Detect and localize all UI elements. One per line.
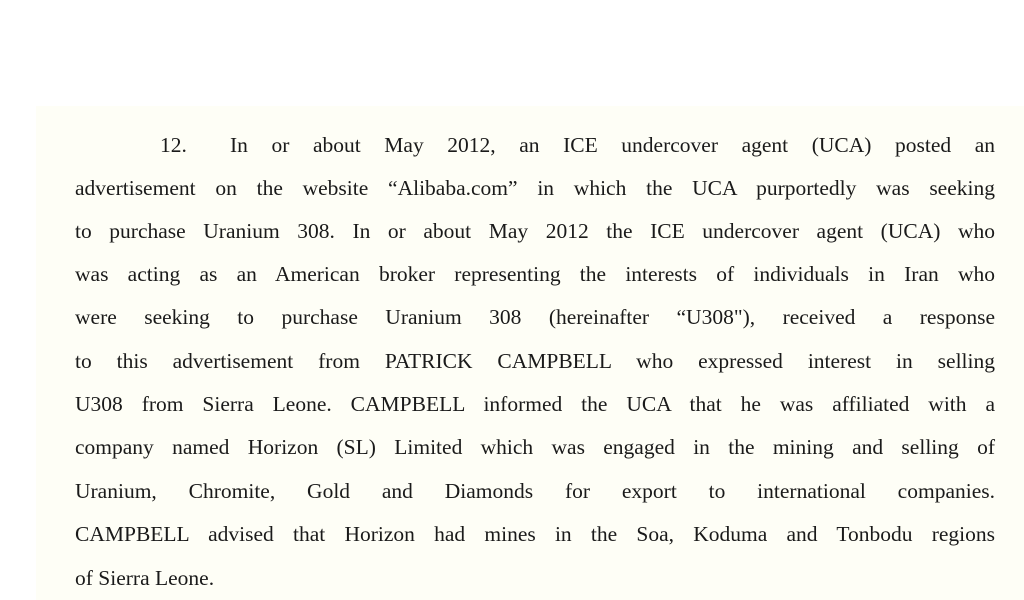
- paragraph-number: 12.: [160, 133, 187, 157]
- paragraph-line-3: to purchase Uranium 308. In or about May 2012 the ICE undercover agent (UCA) who: [75, 219, 995, 243]
- paragraph-line-1: [160, 130, 995, 160]
- paragraph-line-7: U308 from Sierra Leone. CAMPBELL informed the UCA that he was affiliated with a: [75, 392, 995, 416]
- scanned-page-region: [36, 106, 1024, 600]
- paragraph-line-4: was acting as an American broker representing the interests of individuals in Iran who: [75, 262, 995, 286]
- paragraph-line-2: advertisement on the website “Alibaba.com” in which the UCA purportedly was seeking: [75, 176, 995, 200]
- paragraph-line-5: were seeking to purchase Uranium 308 (hereinafter “U308"), received a response: [75, 305, 995, 329]
- paragraph-12: [36, 106, 1024, 600]
- paragraph-line-9: Uranium, Chromite, Gold and Diamonds for export to international companies.: [75, 479, 995, 503]
- paragraph-line-6: to this advertisement from PATRICK CAMPBELL who expressed interest in selling: [75, 349, 995, 373]
- paragraph-line-10: CAMPBELL advised that Horizon had mines in the Soa, Koduma and Tonbodu regions: [75, 522, 995, 546]
- paragraph-line-11: of Sierra Leone.: [75, 566, 215, 590]
- paragraph-line-1-text: In or about May 2012, an ICE undercover agent (UCA) posted an: [230, 133, 995, 157]
- paragraph-line-8: company named Horizon (SL) Limited which was engaged in the mining and selling of: [75, 435, 995, 459]
